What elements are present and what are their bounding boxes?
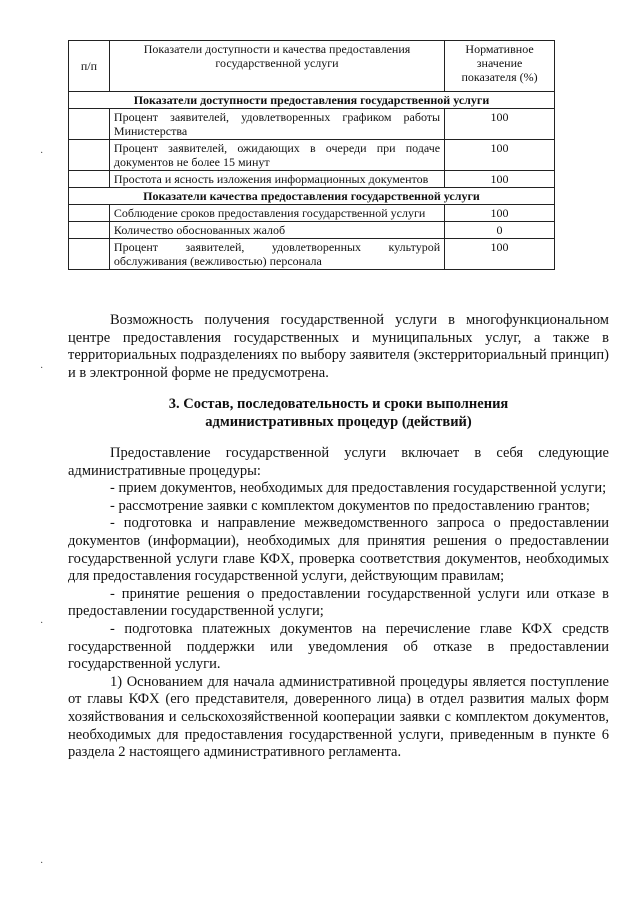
- row-value: 100: [445, 109, 555, 140]
- row-indicator: Простота и ясность изложения информационных документов: [109, 171, 444, 188]
- row-num: [69, 171, 110, 188]
- paragraph-point-1: 1) Основанием для начала административной процедуры является поступление от главы КФХ (его представителя, доверенного лица) в отдел развития малых форм хозяйствования и сельскохозяйственной кооперации заявки с комплектом документов, необходимых для предоставления государственной услуги, приведенным в пункте 6 раздела 2 настоящего административного регламента.: [68, 673, 609, 761]
- list-item: - подготовка и направление межведомственного запроса о предоставлении документов (информации), необходимых для принятия решения о предоставлении государственной услуги главе КФХ, проверка соответствия документов, необходимых для предоставления государственной услуги, действующим правилам;: [68, 515, 609, 585]
- section-title: Показатели доступности предоставления государственной услуги: [69, 92, 555, 109]
- scan-speck: ·: [40, 858, 44, 869]
- row-indicator: Процент заявителей, ожидающих в очереди при подаче документов не более 15 минут: [109, 140, 444, 171]
- table-row: [69, 171, 555, 188]
- heading-line-1: 3. Состав, последовательность и сроки выполнения: [168, 396, 509, 412]
- row-value: 100: [445, 140, 555, 171]
- paragraph-possibility: Возможность получения государственной услуги в многофункциональном центре предоставления государственных и муниципальных услуг, а также в территориальных подразделениях по выбору заявителя (экстерриториальный принцип) и в электронной форме не предусмотрена.: [68, 312, 609, 381]
- section-row: [69, 92, 555, 109]
- row-indicator: Количество обоснованных жалоб: [109, 222, 444, 239]
- row-num: [69, 239, 110, 270]
- row-value: 100: [445, 205, 555, 222]
- scan-speck: ·: [40, 363, 44, 374]
- possibility-block: [68, 312, 609, 382]
- table-row: [69, 109, 555, 140]
- scan-speck: ·: [40, 618, 44, 629]
- row-value: 100: [445, 171, 555, 188]
- procedures-block: [68, 445, 609, 762]
- header-num: п/п: [69, 41, 110, 92]
- row-value: 100: [445, 239, 555, 270]
- list-item: - принятие решения о предоставлении государственной услуги или отказе в предоставлении государственной услуги;: [68, 585, 609, 620]
- row-value: 0: [445, 222, 555, 239]
- section-row: [69, 188, 555, 205]
- list-item: - подготовка платежных документов на перечисление главе КФХ средств государственной поддержки или уведомления об отказе в предоставлении государственной услуги.: [68, 620, 609, 673]
- table-row: [69, 222, 555, 239]
- table-row: [69, 140, 555, 171]
- section-title: Показатели качества предоставления государственной услуги: [69, 188, 555, 205]
- table-header-row: [69, 41, 555, 92]
- row-indicator: Соблюдение сроков предоставления государственной услуги: [109, 205, 444, 222]
- list-item: - рассмотрение заявки с комплектом документов по предоставлению грантов;: [110, 497, 590, 514]
- row-indicator: Процент заявителей, удовлетворенных графиком работы Министерства: [109, 109, 444, 140]
- row-num: [69, 140, 110, 171]
- table-row: [69, 205, 555, 222]
- section-3-heading: [68, 396, 609, 431]
- header-norm: Нормативное значение показателя (%): [445, 41, 555, 92]
- row-indicator: Процент заявителей, удовлетворенных культурой обслуживания (вежливостью) персонала: [109, 239, 444, 270]
- row-num: [69, 109, 110, 140]
- row-num: [69, 205, 110, 222]
- row-num: [69, 222, 110, 239]
- heading-line-2: административных процедур (действий): [205, 413, 472, 430]
- scan-speck: ·: [40, 148, 44, 159]
- indicators-table: [68, 40, 555, 270]
- table-row: [69, 239, 555, 270]
- list-item: - прием документов, необходимых для предоставления государственной услуги;: [110, 480, 607, 497]
- paragraph-intro: Предоставление государственной услуги включает в себя следующие административные процедуры:: [68, 445, 609, 479]
- header-indicator: Показатели доступности и качества предоставления государственной услуги: [109, 41, 444, 92]
